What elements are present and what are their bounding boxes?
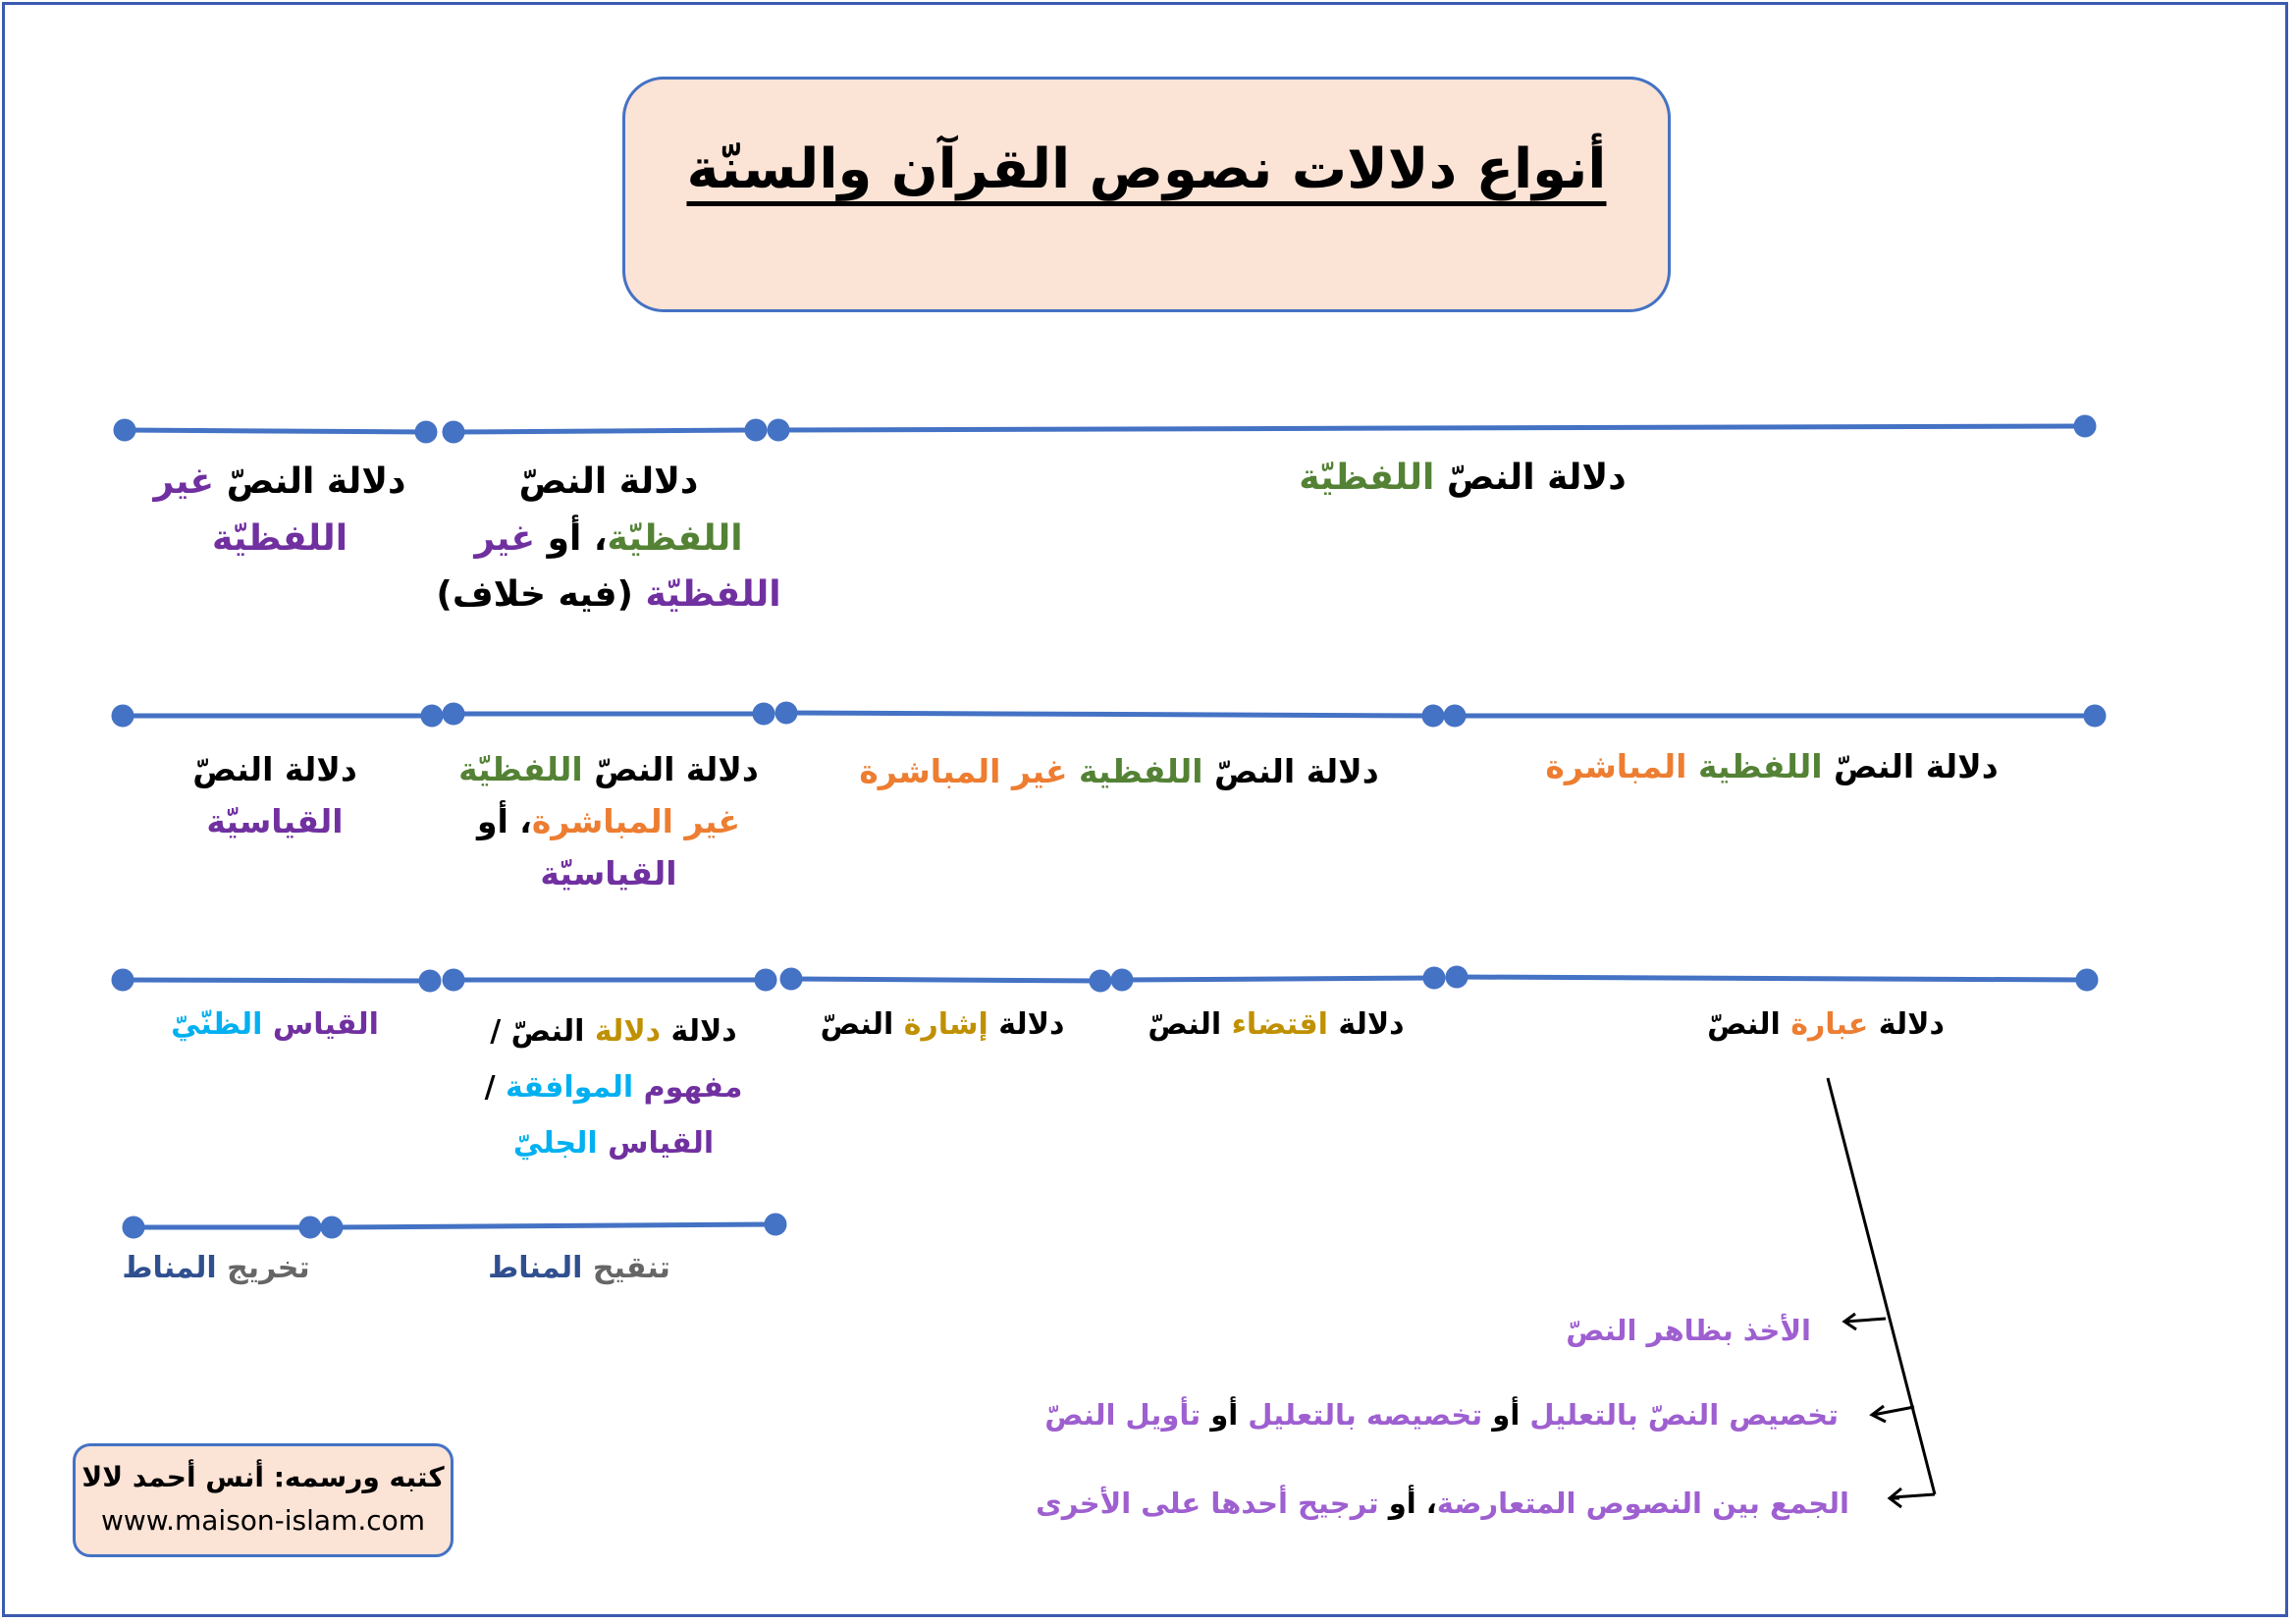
label-part: الجليّ: [512, 1126, 598, 1161]
label-part: اللفظيّة: [1299, 458, 1435, 498]
label-part: القياس: [597, 1126, 715, 1161]
label-part: الموافقة: [506, 1070, 634, 1105]
label-analogical: [128, 744, 422, 848]
label-part: (فيه خلاف): [436, 574, 646, 616]
segment-endpoint: [2078, 971, 2096, 989]
label-part: دلالة النصّ: [214, 461, 406, 502]
segment-endpoint: [114, 707, 132, 725]
segment-line: [123, 980, 430, 981]
segment-endpoint: [2076, 417, 2094, 435]
label-part: دلالة النصّ: [518, 461, 699, 502]
segment-endpoint: [1446, 707, 1464, 725]
label-part: دلالة النصّ: [582, 750, 759, 788]
label-part: غير: [474, 517, 536, 559]
segment-endpoint: [1448, 968, 1466, 986]
label-part: دلالة: [1868, 1007, 1945, 1042]
label-part: ، أو: [476, 801, 532, 840]
label-part: الجمع بين النصوص المتعارضة: [1436, 1487, 1849, 1520]
segment-endpoint: [445, 423, 462, 441]
label-part: مفهوم: [633, 1070, 743, 1105]
segment-endpoint: [445, 705, 462, 723]
label-part: اللفظيّة: [607, 517, 743, 559]
label-part: المناط: [122, 1251, 217, 1285]
label-ibarat-al-nass: [1649, 1001, 2002, 1049]
label-iqtida-al-nass: [1129, 1001, 1423, 1049]
label-isharat-al-nass: [795, 1001, 1090, 1049]
label-part: تخريج: [216, 1251, 310, 1285]
label-part: /: [484, 1070, 506, 1105]
label-direct-verbal: [1517, 741, 2027, 793]
label-part: إشارة: [903, 1007, 988, 1042]
label-part: اللفظيّة: [645, 574, 781, 616]
bracket-line: [1828, 1078, 1935, 1494]
segment-endpoint: [1092, 972, 1109, 990]
label-part: غير المباشرة: [859, 752, 1068, 790]
label-part: تخصيص النصّ بالتعليل: [1529, 1398, 1839, 1432]
label-qiyas-zanni: [137, 1001, 412, 1049]
segment-endpoint: [125, 1218, 142, 1236]
label-dalalat-al-nass: [481, 1003, 746, 1171]
label-indirect-or-analogical: [447, 744, 771, 899]
label-part: المباشرة: [1545, 747, 1687, 785]
segment-endpoint: [767, 1216, 784, 1233]
segment-line: [1457, 977, 2087, 980]
segment-endpoint: [770, 421, 787, 439]
label-part: دلالة النصّ: [1202, 752, 1379, 790]
segment-endpoint: [782, 970, 800, 988]
label-part: ، أو: [535, 517, 608, 559]
label-part: أو: [1482, 1398, 1530, 1432]
branch-item-reconciliation: [1036, 1481, 1849, 1526]
page-title: أنواع دلالات نصوص القرآن والسنّة: [686, 137, 1607, 201]
label-verbal-indication: [1217, 450, 1708, 507]
segment-endpoint: [1113, 971, 1131, 989]
label-part: غير: [153, 461, 215, 502]
label-part: ترجيح أحدها على الأخرى: [1036, 1487, 1379, 1520]
label-part: القياسيّة: [206, 801, 344, 840]
segment-line: [791, 979, 1100, 981]
segment-endpoint: [323, 1218, 341, 1236]
label-part: تأويل النصّ: [1044, 1398, 1201, 1432]
label-indirect-verbal: [834, 746, 1404, 798]
label-part: المناط: [488, 1251, 583, 1285]
label-part: القياسيّة: [540, 853, 677, 893]
segment-endpoint: [114, 971, 132, 989]
segment-endpoint: [417, 423, 435, 441]
arrow-line: [1845, 1319, 1886, 1322]
label-part: القياس: [262, 1007, 379, 1042]
label-part: غير المباشرة: [531, 801, 741, 840]
label-part: النصّ: [1707, 1007, 1791, 1042]
segment-line: [778, 426, 2085, 430]
segment-endpoint: [757, 971, 774, 989]
label-part: تخصيصه بالتعليل: [1248, 1398, 1483, 1432]
label-part: دلالة: [594, 1014, 662, 1049]
label-part: دلالة: [988, 1007, 1065, 1042]
segment-line: [125, 430, 426, 432]
segment-line: [786, 713, 1433, 716]
segment-endpoint: [445, 971, 462, 989]
segment-endpoint: [755, 705, 773, 723]
segment-endpoint: [747, 421, 765, 439]
label-part: اللفظية: [1686, 747, 1823, 785]
label-part: تنقيح: [582, 1251, 670, 1285]
label-part: اقتضاء: [1231, 1007, 1328, 1042]
label-part: النصّ: [820, 1007, 904, 1042]
label-part: اللفظيّة: [211, 517, 348, 559]
label-tanqih-al-manat: [432, 1245, 726, 1292]
label-takhrij-al-manat: [108, 1245, 324, 1292]
segment-endpoint: [116, 421, 133, 439]
branch-item-literal: [1566, 1308, 1811, 1353]
segment-endpoint: [301, 1218, 319, 1236]
segment-line: [332, 1224, 775, 1227]
segment-endpoint: [1425, 969, 1443, 987]
label-part: أو: [1201, 1398, 1249, 1432]
credit-author: كتبه ورسمه: أنس أحمد لالا: [81, 1461, 445, 1493]
label-part: النصّ: [1148, 1007, 1232, 1042]
segment-endpoint: [423, 707, 441, 725]
label-part: دلالة النصّ: [192, 750, 357, 788]
label-part: الأخذ بظاهر النصّ: [1566, 1314, 1811, 1347]
label-mixed-indication: [432, 454, 785, 623]
label-part: دلالة: [1327, 1007, 1405, 1042]
branch-item-specification: [1044, 1392, 1839, 1437]
label-part: اللفظية: [1067, 752, 1203, 790]
label-nonverbal-indication: [133, 454, 427, 567]
segment-line: [1122, 978, 1434, 980]
segment-endpoint: [1424, 707, 1442, 725]
label-part: دلالة: [661, 1014, 737, 1049]
label-part: النصّ /: [490, 1014, 595, 1049]
segment-endpoint: [421, 972, 439, 990]
label-part: اللفظيّة: [458, 750, 583, 788]
label-part: الظنّيّ: [171, 1007, 263, 1042]
segment-line: [454, 430, 756, 432]
label-part: عبارة: [1790, 1007, 1869, 1042]
label-part: دلالة النصّ: [1434, 458, 1627, 498]
segment-endpoint: [777, 704, 795, 722]
segment-endpoint: [2086, 707, 2104, 725]
label-part: دلالة النصّ: [1822, 747, 1999, 785]
label-part: ، أو: [1378, 1487, 1437, 1520]
credit-website: www.maison-islam.com: [100, 1504, 426, 1537]
